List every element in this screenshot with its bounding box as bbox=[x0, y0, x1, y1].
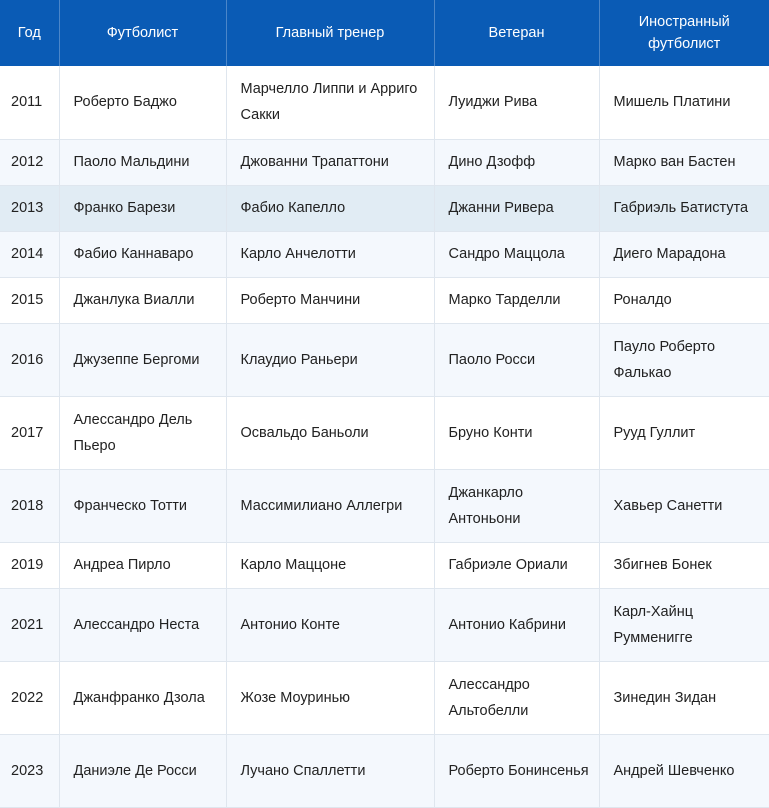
cell-foreign: Мишель Платини bbox=[599, 66, 769, 139]
cell-year: 2011 bbox=[0, 66, 59, 139]
cell-veteran: Марко Тарделли bbox=[434, 277, 599, 323]
header-foreign-line1: Иностранный bbox=[638, 14, 730, 30]
table-row bbox=[0, 734, 769, 807]
cell-foreign: Пауло Роберто Фалькао bbox=[599, 323, 769, 396]
header-row bbox=[0, 0, 769, 66]
cell-coach: Антонио Конте bbox=[226, 588, 434, 661]
cell-veteran: Алессандро Альтобелли bbox=[434, 661, 599, 734]
cell-foreign: Андрей Шевченко bbox=[599, 734, 769, 807]
cell-veteran: Роберто Бонинсенья bbox=[434, 734, 599, 807]
table-row bbox=[0, 588, 769, 661]
table-row bbox=[0, 66, 769, 139]
cell-year: 2021 bbox=[0, 588, 59, 661]
table-row bbox=[0, 231, 769, 277]
table-row bbox=[0, 661, 769, 734]
cell-coach: Лучано Спаллетти bbox=[226, 734, 434, 807]
cell-veteran: Луиджи Рива bbox=[434, 66, 599, 139]
cell-year: 2014 bbox=[0, 231, 59, 277]
cell-foreign: Марко ван Бастен bbox=[599, 139, 769, 185]
cell-year: 2019 bbox=[0, 542, 59, 588]
table-header bbox=[0, 0, 769, 66]
cell-player: Алессандро Дель Пьеро bbox=[59, 396, 226, 469]
cell-player: Джанфранко Дзола bbox=[59, 661, 226, 734]
cell-coach: Массимилиано Аллегри bbox=[226, 469, 434, 542]
cell-coach: Карло Маццоне bbox=[226, 542, 434, 588]
cell-coach: Джованни Трапаттони bbox=[226, 139, 434, 185]
cell-veteran: Габриэле Ориали bbox=[434, 542, 599, 588]
header-foreign-line2: футболист bbox=[648, 36, 721, 52]
cell-veteran: Паоло Росси bbox=[434, 323, 599, 396]
cell-foreign: Карл-Хайнц Румменигге bbox=[599, 588, 769, 661]
header-veteran: Ветеран bbox=[434, 0, 599, 66]
cell-foreign: Рууд Гуллит bbox=[599, 396, 769, 469]
cell-foreign: Хавьер Санетти bbox=[599, 469, 769, 542]
cell-year: 2012 bbox=[0, 139, 59, 185]
table-row bbox=[0, 139, 769, 185]
cell-year: 2017 bbox=[0, 396, 59, 469]
cell-foreign: Збигнев Бонек bbox=[599, 542, 769, 588]
cell-year: 2016 bbox=[0, 323, 59, 396]
table-row bbox=[0, 277, 769, 323]
cell-year: 2022 bbox=[0, 661, 59, 734]
cell-coach: Клаудио Раньери bbox=[226, 323, 434, 396]
cell-coach: Роберто Манчини bbox=[226, 277, 434, 323]
cell-year: 2013 bbox=[0, 185, 59, 231]
cell-year: 2018 bbox=[0, 469, 59, 542]
cell-player: Франческо Тотти bbox=[59, 469, 226, 542]
cell-player: Фабио Каннаваро bbox=[59, 231, 226, 277]
cell-foreign: Роналдо bbox=[599, 277, 769, 323]
table-row bbox=[0, 323, 769, 396]
header-coach: Главный тренер bbox=[226, 0, 434, 66]
cell-foreign: Диего Марадона bbox=[599, 231, 769, 277]
header-year: Год bbox=[0, 0, 59, 66]
cell-veteran: Джанкарло Антоньони bbox=[434, 469, 599, 542]
cell-foreign: Габриэль Батистута bbox=[599, 185, 769, 231]
table-row-highlighted bbox=[0, 185, 769, 231]
cell-player: Джузеппе Бергоми bbox=[59, 323, 226, 396]
cell-veteran: Дино Дзофф bbox=[434, 139, 599, 185]
cell-veteran: Бруно Конти bbox=[434, 396, 599, 469]
cell-player: Алессандро Неста bbox=[59, 588, 226, 661]
cell-coach: Карло Анчелотти bbox=[226, 231, 434, 277]
cell-veteran: Сандро Маццола bbox=[434, 231, 599, 277]
cell-player: Даниэле Де Росси bbox=[59, 734, 226, 807]
header-foreign bbox=[599, 0, 769, 66]
cell-year: 2015 bbox=[0, 277, 59, 323]
cell-coach: Марчелло Липпи и Арриго Сакки bbox=[226, 66, 434, 139]
cell-player: Андреа Пирло bbox=[59, 542, 226, 588]
cell-player: Паоло Мальдини bbox=[59, 139, 226, 185]
cell-year: 2023 bbox=[0, 734, 59, 807]
cell-player: Франко Барези bbox=[59, 185, 226, 231]
table-body bbox=[0, 66, 769, 807]
cell-player: Джанлука Виалли bbox=[59, 277, 226, 323]
cell-veteran: Джанни Ривера bbox=[434, 185, 599, 231]
table-row bbox=[0, 542, 769, 588]
cell-coach: Освальдо Баньоли bbox=[226, 396, 434, 469]
cell-coach: Фабио Капелло bbox=[226, 185, 434, 231]
cell-coach: Жозе Моуринью bbox=[226, 661, 434, 734]
cell-player: Роберто Баджо bbox=[59, 66, 226, 139]
table-row bbox=[0, 396, 769, 469]
cell-veteran: Антонио Кабрини bbox=[434, 588, 599, 661]
table-row bbox=[0, 469, 769, 542]
header-player: Футболист bbox=[59, 0, 226, 66]
cell-foreign: Зинедин Зидан bbox=[599, 661, 769, 734]
